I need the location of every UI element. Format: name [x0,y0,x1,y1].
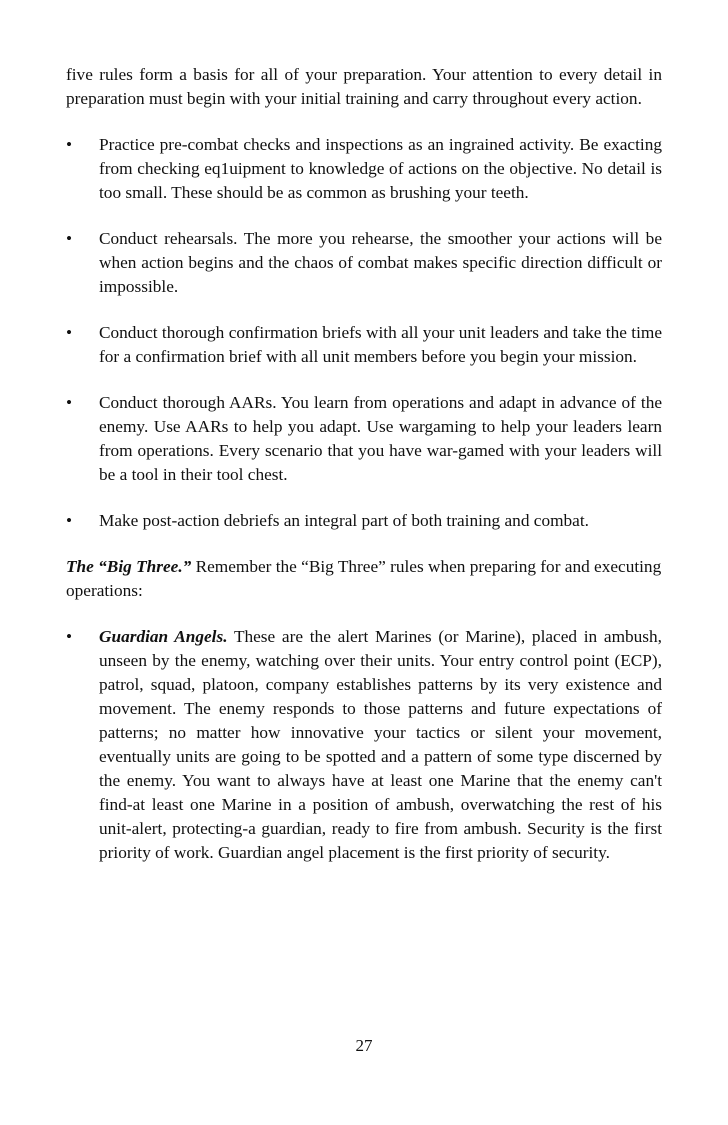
page-number: 27 [355,1036,373,1055]
intro-paragraph: five rules form a basis for all of your preparation. Your attention to every detail in preparation must begin with your initial training and carry throughout every action. [66,65,662,108]
rule-item [66,227,662,299]
big-three-item-text: These are the alert Marines (or Marine), placed in ambush, unseen by the enemy, watching over their units. Your entry control point (ECP), patrol, squad, platoon, company establishes patterns by its very existence and movement. The enemy responds to those patterns and future expectations of patterns; no matter how innovative your tactics or silent your movement, eventually units are going to be spotted and a pattern of some type discerned by the enemy. You want to always have at least one Marine that the enemy can't find-at least one Marine in a position of ambush, overwatching the rest of his unit-alert, protecting-a guardian, ready to fire from ambush. Security is the first priority of work. Guardian angel placement is the first priority of security. [99,627,662,862]
bullet-icon: • [66,627,73,646]
rule-text: Conduct thorough confirmation briefs with all your unit leaders and take the time for a confirmation brief with all unit members before you begin your mission. [99,323,662,366]
big-three-heading: The “Big Three.” [66,557,192,576]
rule-text: Conduct thorough AARs. You learn from operations and adapt in advance of the enemy. Use AARs to help you adapt. Use wargaming to help your leaders learn from operations. Every scenario that you have war-gamed with your leaders will be a tool in their tool chest. [99,393,662,484]
rule-item [66,391,662,487]
bullet-icon: • [66,393,73,412]
big-three-item-title: Guardian Angels. [99,627,228,646]
big-three-intro: Remember the “Big Three” rules when preparing for and executing operations: [66,557,662,600]
rule-text: Practice pre-combat checks and inspections as an ingrained activity. Be exacting from checking eq1uipment to knowledge of actions on the objective. No detail is too small. These should be as common as brushing your teeth. [99,135,662,202]
rule-text: Make post-action debriefs an integral part of both training and combat. [99,511,589,530]
bullet-icon: • [66,323,73,342]
big-three-item [66,625,662,865]
preparation-rules-list [66,133,662,533]
big-three-paragraph [66,555,662,603]
rule-item [66,133,662,205]
bullet-icon: • [66,511,73,530]
rule-item [66,321,662,369]
rule-item [66,509,662,533]
bullet-icon: • [66,135,73,154]
rule-text: Conduct rehearsals. The more you rehearse, the smoother your actions will be when action begins and the chaos of combat makes specific direction difficult or impossible. [99,229,662,296]
big-three-list [66,625,662,865]
document-page [66,63,662,887]
bullet-icon: • [66,229,73,248]
